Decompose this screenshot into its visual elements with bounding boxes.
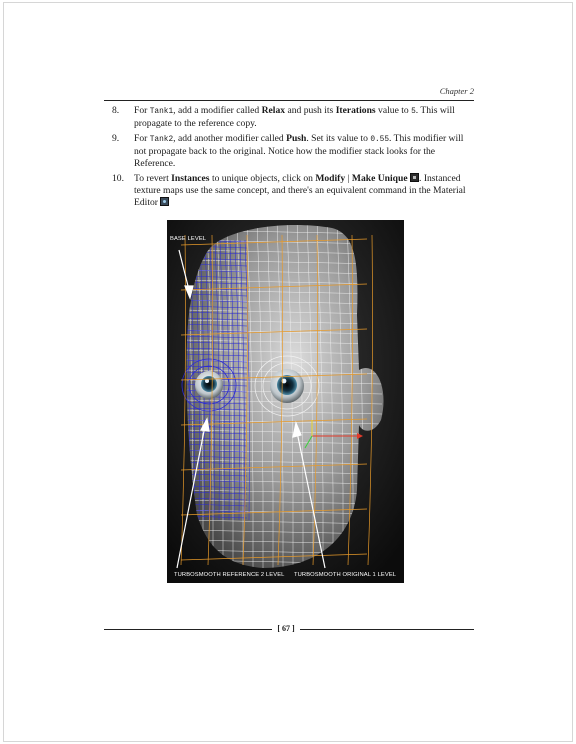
step-number: 8.	[112, 105, 120, 116]
code-value: Tank1	[149, 108, 174, 116]
step-text-run: , add another modifier called	[173, 133, 287, 144]
step-text-run: and push its	[285, 105, 336, 116]
footer-rule-right	[300, 629, 474, 630]
code-value: 0.55	[370, 136, 390, 144]
label-base-level: BASE LEVEL	[170, 236, 207, 242]
step-text-run: value to	[375, 105, 412, 116]
step-item	[112, 105, 472, 130]
ui-term: Modify	[315, 173, 346, 184]
code-value: 5	[411, 108, 416, 116]
step-text-run: For	[134, 133, 150, 144]
ui-term: Relax	[261, 105, 286, 116]
step-number: 9.	[112, 133, 120, 144]
step-text-run: . Set its value to	[306, 133, 371, 144]
step-text-run: To revert	[134, 173, 172, 184]
instruction-list	[112, 105, 472, 212]
make-unique-icon	[410, 173, 419, 182]
step-text-run: . Instanced texture maps use the same concept, and there's an equivalent command in the Material Editor	[134, 173, 466, 208]
step-text-run: , add a modifier called	[173, 105, 262, 116]
step-text-run: to unique objects, click on	[209, 173, 316, 184]
footer-rule-left	[104, 629, 272, 630]
figure-head-mesh	[167, 220, 404, 583]
chapter-label: Chapter 2	[439, 86, 474, 96]
step-text	[134, 173, 472, 209]
page-number: [ 67 ]	[277, 624, 295, 633]
step-number: 10.	[112, 173, 124, 184]
ui-term: Push	[286, 133, 307, 144]
label-turbosmooth-reference: TURBOSMOOTH REFERENCE 2 LEVEL	[174, 572, 285, 578]
ui-term: Instances	[171, 173, 210, 184]
step-text-run: . This modifier will not propagate back to the original. Notice how the modifier stack looks for the Reference.	[134, 133, 464, 169]
step-text-run: For	[134, 105, 150, 116]
step-text-run: . This will propagate to the reference copy.	[134, 105, 455, 129]
ui-term: Iterations	[335, 105, 376, 116]
material-editor-icon	[160, 197, 169, 206]
ui-term: Make Unique	[351, 173, 408, 184]
head-mesh-image	[167, 220, 404, 583]
code-value: Tank2	[149, 136, 174, 144]
running-header	[104, 86, 474, 101]
step-text	[134, 105, 472, 130]
label-turbosmooth-original: TURBOSMOOTH ORIGINAL 1 LEVEL	[294, 572, 397, 578]
step-item	[112, 133, 472, 170]
step-text-run: |	[345, 173, 352, 184]
step-item	[112, 173, 472, 209]
step-text	[134, 133, 472, 170]
